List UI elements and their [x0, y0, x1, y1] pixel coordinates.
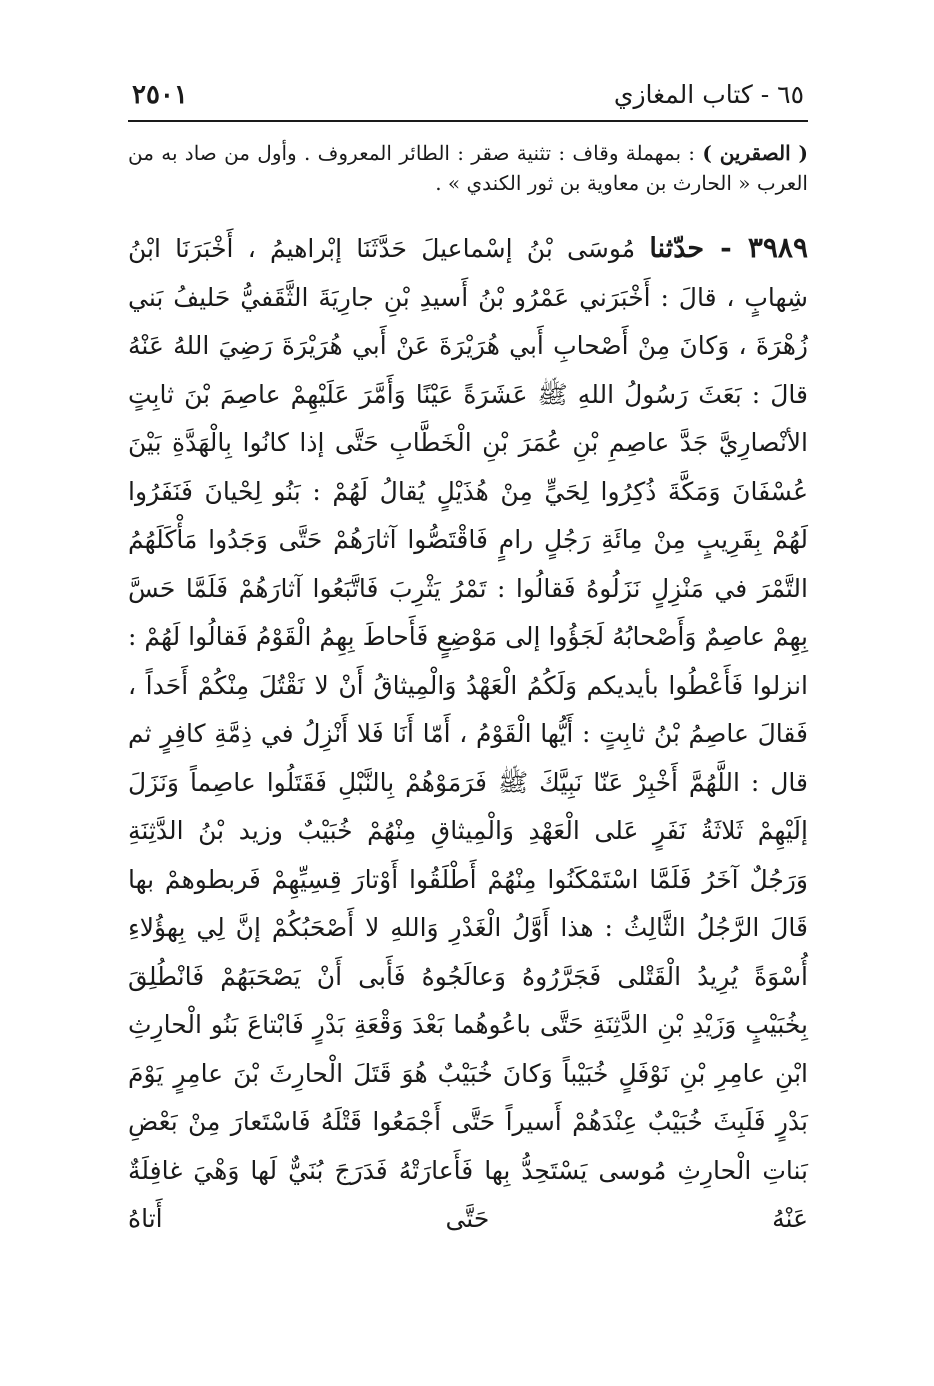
hadith-lead-word: حدّثنا [649, 233, 705, 264]
footnote-paragraph [128, 138, 808, 198]
running-header [128, 80, 808, 122]
book-chapter-title: ٦٥ - كتاب المغازي [613, 80, 804, 109]
hadith-number: ٣٩٨٩ - [704, 231, 808, 264]
hadith-paragraph [128, 224, 808, 1244]
hadith-text: مُوسَى بْنُ إسْماعيلَ حَدَّثَنَا إبْراهيمُ ، أَخْبَرَنَا ابْنُ شِهابٍ ، قالَ : أَخْبَرَني عَمْرُو بْنُ أَسيدِ بْنِ جارِيَةَ الثَّقَفيُّ حَليفُ بَني زُهْرَةَ ، وَكانَ مِنْ أَصْحابِ أَبي هُرَيْرَةَ عَنْ أَبي هُرَيْرَةَ رَضِيَ اللهُ عَنْهُ قالَ : بَعَثَ رَسُولُ اللهِ ﷺ عَشَرَةً عَيْنًا وَأَمَّرَ عَلَيْهِمْ عاصِمَ بْنَ ثابِتٍ الأنْصارِيَّ جَدَّ عاصِمِ بْنِ عُمَرَ بْنِ الْخَطَّابِ حَتَّى إذا كانُوا بِالْهَدَّةِ بَيْنَ عُسْفَانَ وَمَكَّةَ ذُكِرُوا لِحَيٍّ مِنْ هُذَيْلٍ يُقالُ لَهُمْ : بَنُو لِحْيانَ فَنَفَرُوا لَهُمْ بِقَرِيبٍ مِنْ مِائَةِ رَجُلٍ رامٍ فَاقْتَصُّوا آثارَهُمْ حَتَّى وَجَدُوا مَأْكَلَهُمُ التَّمْرَ في مَنْزِلٍ نَزَلُوهُ فَقالُوا : تَمْرُ يَثْرِبَ فَاتَّبَعُوا آثارَهُمْ فَلَمَّا حَسَّ بِهِمْ عاصِمٌ وَأَصْحابُهُ لَجَؤُوا إلى مَوْضِعٍ فَأَحاطَ بِهِمُ الْقَوْمُ فَقالُوا لَهُمْ : انزلوا فَأَعْطُوا بأيديكم وَلَكُمُ الْعَهْدُ وَالْمِيثاقُ أَنْ لا نَقْتُلَ مِنْكُمْ أَحَداً ، فَقالَ عاصِمُ بْنُ ثابِتٍ : أَيُّها الْقَوْمُ ، أَمّا أَنَا فَلا أَنْزِلُ في ذِمَّةِ كافِرٍ ثم قال : اللَّهُمَّ أَخْبِرْ عَنّا نَبِيَّكَ ﷺ فَرَمَوْهُمْ بِالنَّبْلِ فَقَتَلُوا عاصِماً وَنَزَلَ إلَيْهِمْ ثَلاثَةُ نَفَرٍ عَلى الْعَهْدِ وَالْمِيثاقِ مِنْهُمْ خُبَيْبٌ وزيد بْنُ الدَّثِنَةِ وَرَجُلٌ آخَرُ فَلَمَّا اسْتَمْكَنُوا مِنْهُمْ أَطْلَقُوا أَوْتارَ قِسِيِّهِمْ فَربطوهمْ بها قَالَ الرَّجُلُ الثَّالِثُ : هذا أَوَّلُ الْغَدْرِ وَاللهِ لا أَصْحَبُكُمْ إنَّ لِي بِهؤُلاءِ أُسْوَةً يُرِيدُ الْقَتْلى فَجَرَّرُوهُ وَعالَجُوهُ فَأَبى أَنْ يَصْحَبَهُمْ فَانْطُلِقَ بِخُبَيْبٍ وَزَيْدِ بْنِ الدَّثِنَةِ حَتَّى باعُوهُما بَعْدَ وَقْعَةِ بَدْرٍ فَابْتاعَ بَنُو الْحارِثِ ابْنِ عامِرِ بْنِ نَوْفَلٍ خُبَيْباً وَكانَ خُبَيْبٌ هُوَ قَتَلَ الْحارِثَ بْنَ عامِرٍ يَوْمَ بَدْرٍ فَلَبِثَ خُبَيْبٌ عِنْدَهُمْ أَسيراً حَتَّى أَجْمَعُوا قَتْلَهُ فَاسْتَعارَ مِنْ بَعْضِ بَناتِ الْحارِثِ مُوسى يَسْتَحِدُّ بِها فَأَعارَتْهُ فَدَرَجَ بُنَيٌّ لَها وَهْيَ غافِلَةٌ عَنْهُ حَتَّى أَتاهُ [128, 234, 808, 1233]
footnote-text: : بمهملة وقاف : تثنية صقر : الطائر المعروف . وأول من صاد به من العرب « الحارث بن معاوية بن ثور الكندي » . [128, 141, 808, 195]
page-number: ٢٥٠١ [132, 80, 188, 110]
footnote-term: ( الصقرين ) [702, 141, 808, 165]
document-page [128, 80, 808, 1244]
